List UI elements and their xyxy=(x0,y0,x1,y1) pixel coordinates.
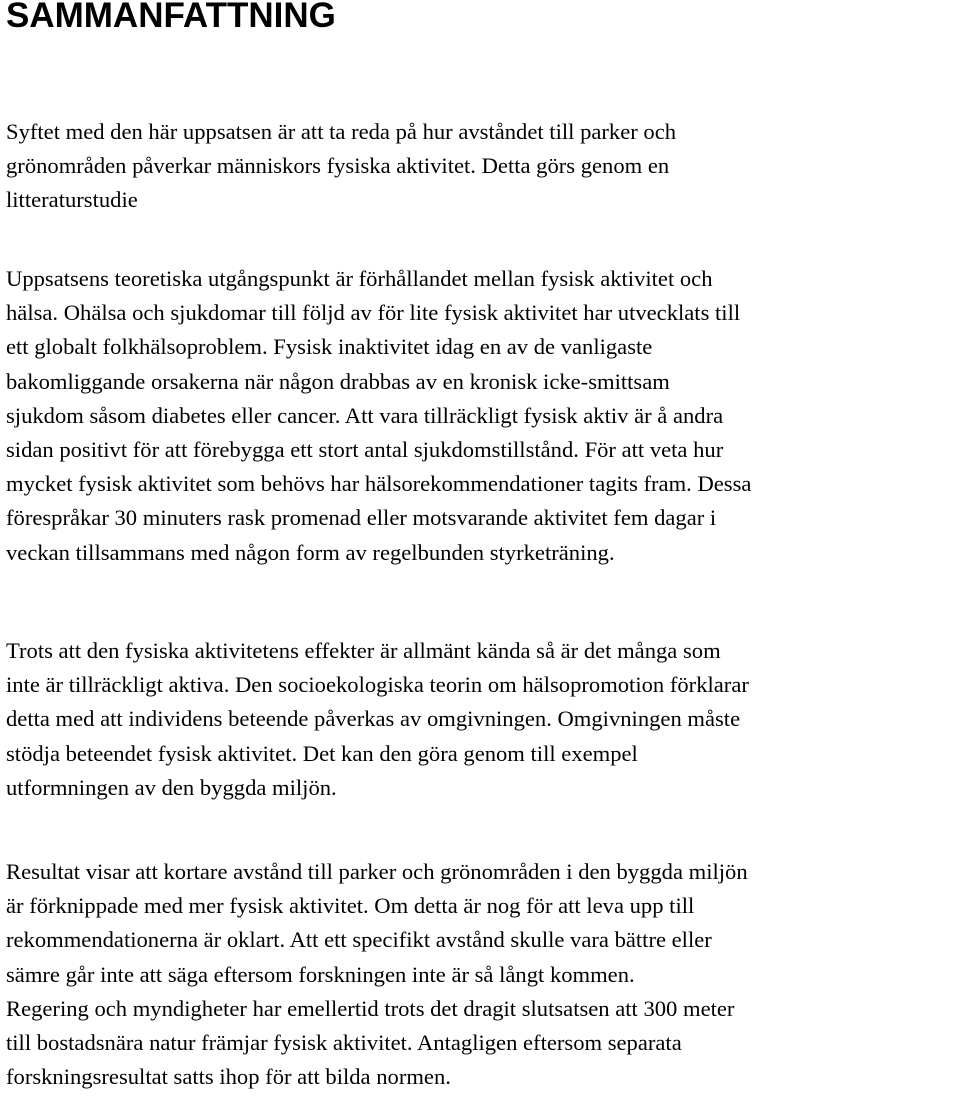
text-line: mycket fysisk aktivitet som behövs har hälsorekommendationer tagits fram. Dessa xyxy=(6,471,752,497)
text-line: förespråkar 30 minuters rask promenad eller motsvarande aktivitet fem dagar i xyxy=(6,505,717,531)
text-line: rekommendationerna är oklart. Att ett specifikt avstånd skulle vara bättre eller xyxy=(6,927,712,953)
page-title: SAMMANFATTNING xyxy=(6,0,336,35)
text-line: ett globalt folkhälsoproblem. Fysisk inaktivitet idag en av de vanligaste xyxy=(6,334,653,360)
text-line: hälsa. Ohälsa och sjukdomar till följd av för lite fysisk aktivitet har utvecklats till xyxy=(6,300,741,326)
text-line: litteraturstudie xyxy=(6,187,138,213)
text-line: stödja beteendet fysisk aktivitet. Det kan den göra genom till exempel xyxy=(6,740,638,766)
text-line: Resultat visar att kortare avstånd till parker och grönområden i den byggda miljön xyxy=(6,859,748,884)
text-line: är förknippade med mer fysisk aktivitet. Om detta är nog för att leva upp till xyxy=(6,893,695,919)
text-line: Regering och myndigheter har emellertid trots det dragit slutsatsen att 300 meter xyxy=(6,995,735,1021)
paragraph-socioecological xyxy=(6,634,956,805)
text-line: sidan positivt för att förebygga ett stort antal sjukdomstillstånd. För att veta hur xyxy=(6,436,724,462)
text-line: till bostadsnära natur främjar fysisk aktivitet. Antagligen eftersom separata xyxy=(6,1029,682,1055)
text-line: detta med att individens beteende påverkas av omgivningen. Omgivningen måste xyxy=(6,706,741,732)
text-line: utformningen av den byggda miljön. xyxy=(6,774,337,800)
paragraph-theory xyxy=(6,262,956,570)
text-line: Uppsatsens teoretiska utgångspunkt är förhållandet mellan fysisk aktivitet och xyxy=(6,266,713,291)
text-line: inte är tillräckligt aktiva. Den socioekologiska teorin om hälsopromotion förklarar xyxy=(6,672,749,698)
text-line: bakomliggande orsakerna när någon drabbas av en kronisk icke-smittsam xyxy=(6,368,670,394)
text-line: grönområden påverkar människors fysiska aktivitet. Detta görs genom en xyxy=(6,153,670,179)
text-line: veckan tillsammans med någon form av regelbunden styrketräning. xyxy=(6,539,615,565)
text-line: sämre går inte att säga eftersom forskningen inte är så långt kommen. xyxy=(6,961,635,987)
text-line: sjukdom såsom diabetes eller cancer. Att vara tillräckligt fysisk aktiv är å andra xyxy=(6,402,724,428)
text-line: Syftet med den här uppsatsen är att ta reda på hur avståndet till parker och xyxy=(6,119,677,144)
text-line: forskningsresultat satts ihop för att bilda normen. xyxy=(6,1064,451,1090)
text-line: Trots att den fysiska aktivitetens effekter är allmänt kända så är det många som xyxy=(6,638,721,663)
paragraph-purpose xyxy=(6,115,956,218)
paragraph-results xyxy=(6,855,956,1094)
